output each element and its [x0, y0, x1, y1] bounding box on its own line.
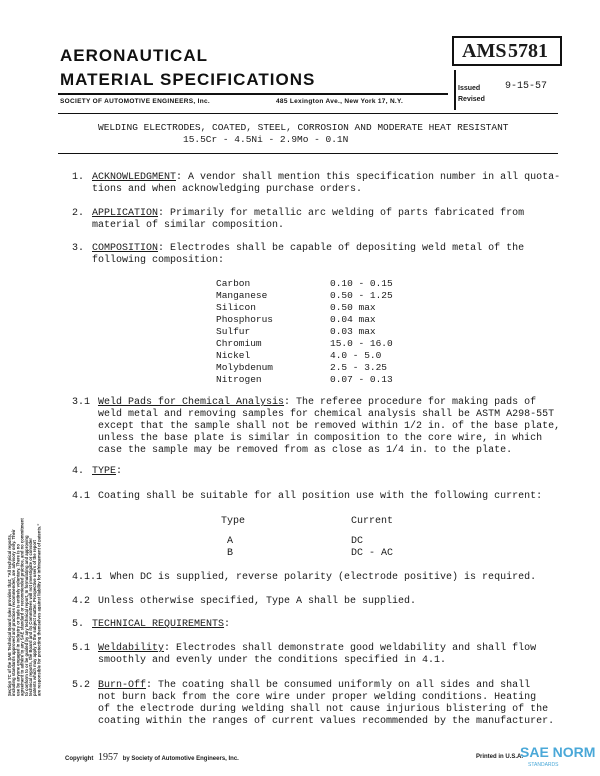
section-5-heading: TECHNICAL REQUIREMENTS	[92, 619, 225, 630]
section-3-heading: COMPOSITION	[92, 243, 159, 254]
composition-value: 0.10 - 0.15	[330, 278, 393, 289]
copyright-rest: by Society of Automotive Engineers, Inc.	[122, 756, 239, 762]
composition-value: 0.03 max	[330, 326, 376, 337]
section-3-line1: : Electrodes shall be capable of depositing weld metal of the	[158, 243, 525, 254]
section-3-1-number: 3.1	[72, 397, 91, 408]
ams-number: 5781	[508, 40, 548, 62]
section-5-1	[98, 643, 536, 655]
type-cell: A	[227, 536, 234, 547]
watermark-text: SAE NORM	[520, 744, 596, 760]
sidebar-line-3: use by anyone engaged in industry or trade is entirely voluntary. There is no	[15, 544, 21, 696]
type-column-header: Type	[221, 516, 246, 527]
section-1-line2: tions and when acknowledging purchase orders.	[92, 184, 363, 195]
issued-label: Issued	[458, 85, 481, 92]
section-1-heading: ACKNOWLEDGMENT	[92, 172, 177, 183]
header-vrule	[454, 70, 456, 110]
section-3-1-line2: weld metal and removing samples for chemical analysis shall be ASTM A298-55T	[98, 409, 555, 420]
sidebar-line-2: including standards approved and practices recommended, are advisory only. Their	[11, 529, 17, 696]
composition-value: 15.0 - 16.0	[330, 338, 393, 349]
section-1	[92, 172, 560, 184]
section-3-1-heading: Weld Pads for Chemical Analysis	[98, 397, 285, 408]
composition-element: Silicon	[216, 302, 256, 313]
title-top-rule	[58, 113, 558, 114]
section-3-line2: following composition:	[92, 255, 225, 266]
section-3-number: 3.	[72, 243, 85, 254]
composition-value: 0.50 - 1.25	[330, 290, 393, 301]
section-5-1-line2: smoothly and evenly under the conditions specified in 4.1.	[98, 655, 447, 666]
sidebar-line-7: patents which may apply to the subject matter. Prospective users of the report	[32, 540, 38, 696]
section-1-line1: : A vendor shall mention this specification number in all quota-	[176, 172, 561, 183]
section-5-2-line3: of the electrode during welding shall not cause injurious blistering of the	[98, 704, 549, 715]
section-4-1-1-number: 4.1.1	[72, 572, 103, 583]
composition-element: Nitrogen	[216, 374, 262, 385]
ams-label: AMS	[462, 40, 507, 62]
current-cell: DC	[351, 536, 364, 547]
footer-printed: Printed in U.S.A.	[476, 754, 524, 760]
header-rule	[58, 93, 448, 95]
revised-label: Revised	[458, 96, 485, 103]
composition-element: Nickel	[216, 350, 251, 361]
section-2-number: 2.	[72, 208, 85, 219]
composition-value: 4.0 - 5.0	[330, 350, 382, 361]
section-2-heading: APPLICATION	[92, 208, 159, 219]
sidebar-line-5: to conform to or be guided by any technical report. In formulating and approving	[23, 535, 29, 696]
current-cell: DC - AC	[351, 548, 394, 559]
section-4-colon: :	[116, 466, 123, 477]
section-1-number: 1.	[72, 172, 85, 183]
composition-element: Phosphorus	[216, 314, 274, 325]
composition-element: Sulfur	[216, 326, 251, 337]
section-5-2	[98, 680, 530, 692]
header-address: 485 Lexington Ave., New York 17, N.Y.	[276, 98, 404, 105]
section-2	[92, 208, 524, 220]
section-3-1-line3: except that the sample shall not be removed within 1/2 in. of the base plate,	[98, 421, 561, 432]
issued-date: 9-15-57	[505, 81, 548, 92]
section-5-2-line1: : The coating shall be consumed uniformly on all sides and shall	[146, 680, 531, 691]
section-4-heading: TYPE	[92, 466, 117, 477]
section-5-2-number: 5.2	[72, 680, 91, 691]
composition-element: Manganese	[216, 290, 268, 301]
composition-value: 0.07 - 0.13	[330, 374, 393, 385]
section-5-2-line2: not burn back from the core wire under proper welding conditions. Heating	[98, 692, 537, 703]
watermark-sub: STANDARDS	[528, 762, 559, 768]
section-3-1	[98, 397, 536, 409]
ams-number-box	[452, 36, 562, 66]
section-5-1-line1: : Electrodes shall demonstrate good weldability and shall flow	[164, 643, 537, 654]
section-2-line2: material of similar composition.	[92, 220, 285, 231]
sidebar-line-1: Section 7C of the SAE Technical Board rules provides that: "All technical reports,	[7, 534, 12, 696]
section-2-line1: : Primarily for metallic arc welding of parts fabricated from	[158, 208, 525, 219]
section-5-1-number: 5.1	[72, 643, 91, 654]
section-5-2-line4: coating within the ranges of current values recommended by the manufacturer.	[98, 716, 555, 727]
sidebar-line-4: agreement to adhere to any SAE standard or recommended practice, and no commitment	[19, 518, 25, 696]
section-4-1-line1: Coating shall be suitable for all position use with the following current:	[98, 491, 543, 502]
section-4-number: 4.	[72, 466, 85, 477]
section-5-colon: :	[224, 619, 231, 630]
section-5	[92, 619, 230, 631]
header-title-line2: MATERIAL SPECIFICATIONS	[60, 70, 316, 89]
composition-element: Chromium	[216, 338, 262, 349]
type-cell: B	[227, 548, 234, 559]
composition-element: Carbon	[216, 278, 251, 289]
section-5-2-heading: Burn-Off	[98, 680, 147, 691]
section-4	[92, 466, 122, 478]
current-column-header: Current	[351, 516, 394, 527]
composition-element: Molybdenum	[216, 362, 274, 373]
section-3	[92, 243, 524, 255]
header-org: SOCIETY OF AUTOMOTIVE ENGINEERS, Inc.	[60, 98, 211, 105]
section-4-1-number: 4.1	[72, 491, 91, 502]
section-5-number: 5.	[72, 619, 85, 630]
section-3-1-line5: case the sample may be removed from as close as 1/4 in. to the plate.	[98, 445, 513, 456]
title-bottom-rule	[58, 153, 558, 154]
copyright-label: Copyright	[65, 756, 94, 762]
section-4-2-line1: Unless otherwise specified, Type A shall be supplied.	[98, 596, 417, 607]
composition-value: 0.04 max	[330, 314, 376, 325]
footer-copyright	[65, 752, 239, 763]
doc-title-line1: WELDING ELECTRODES, COATED, STEEL, CORROSION AND MODERATE HEAT RESISTANT	[98, 122, 509, 133]
sidebar-line-8: are responsible for protecting themselves against liability for infringement of patents."	[36, 523, 41, 696]
header-title-line1: AERONAUTICAL	[60, 46, 208, 65]
section-3-1-line1: : The referee procedure for making pads of	[284, 397, 537, 408]
section-4-2-number: 4.2	[72, 596, 91, 607]
sidebar-legal-notice	[7, 98, 41, 698]
composition-value: 2.5 - 3.25	[330, 362, 388, 373]
section-4-1-1-line1: When DC is supplied, reverse polarity (electrode positive) is required.	[110, 572, 537, 583]
copyright-year: 1957	[98, 752, 119, 763]
doc-title-line2: 15.5Cr - 4.5Ni - 2.9Mo - 0.1N	[183, 134, 349, 145]
section-5-1-heading: Weldability	[98, 643, 165, 654]
sidebar-line-6: technical reports, the Board and its Committees will not investigate or consider	[28, 538, 33, 696]
section-3-1-line4: unless the base plate is similar in composition to the core wire, in which	[98, 433, 543, 444]
composition-value: 0.50 max	[330, 302, 376, 313]
